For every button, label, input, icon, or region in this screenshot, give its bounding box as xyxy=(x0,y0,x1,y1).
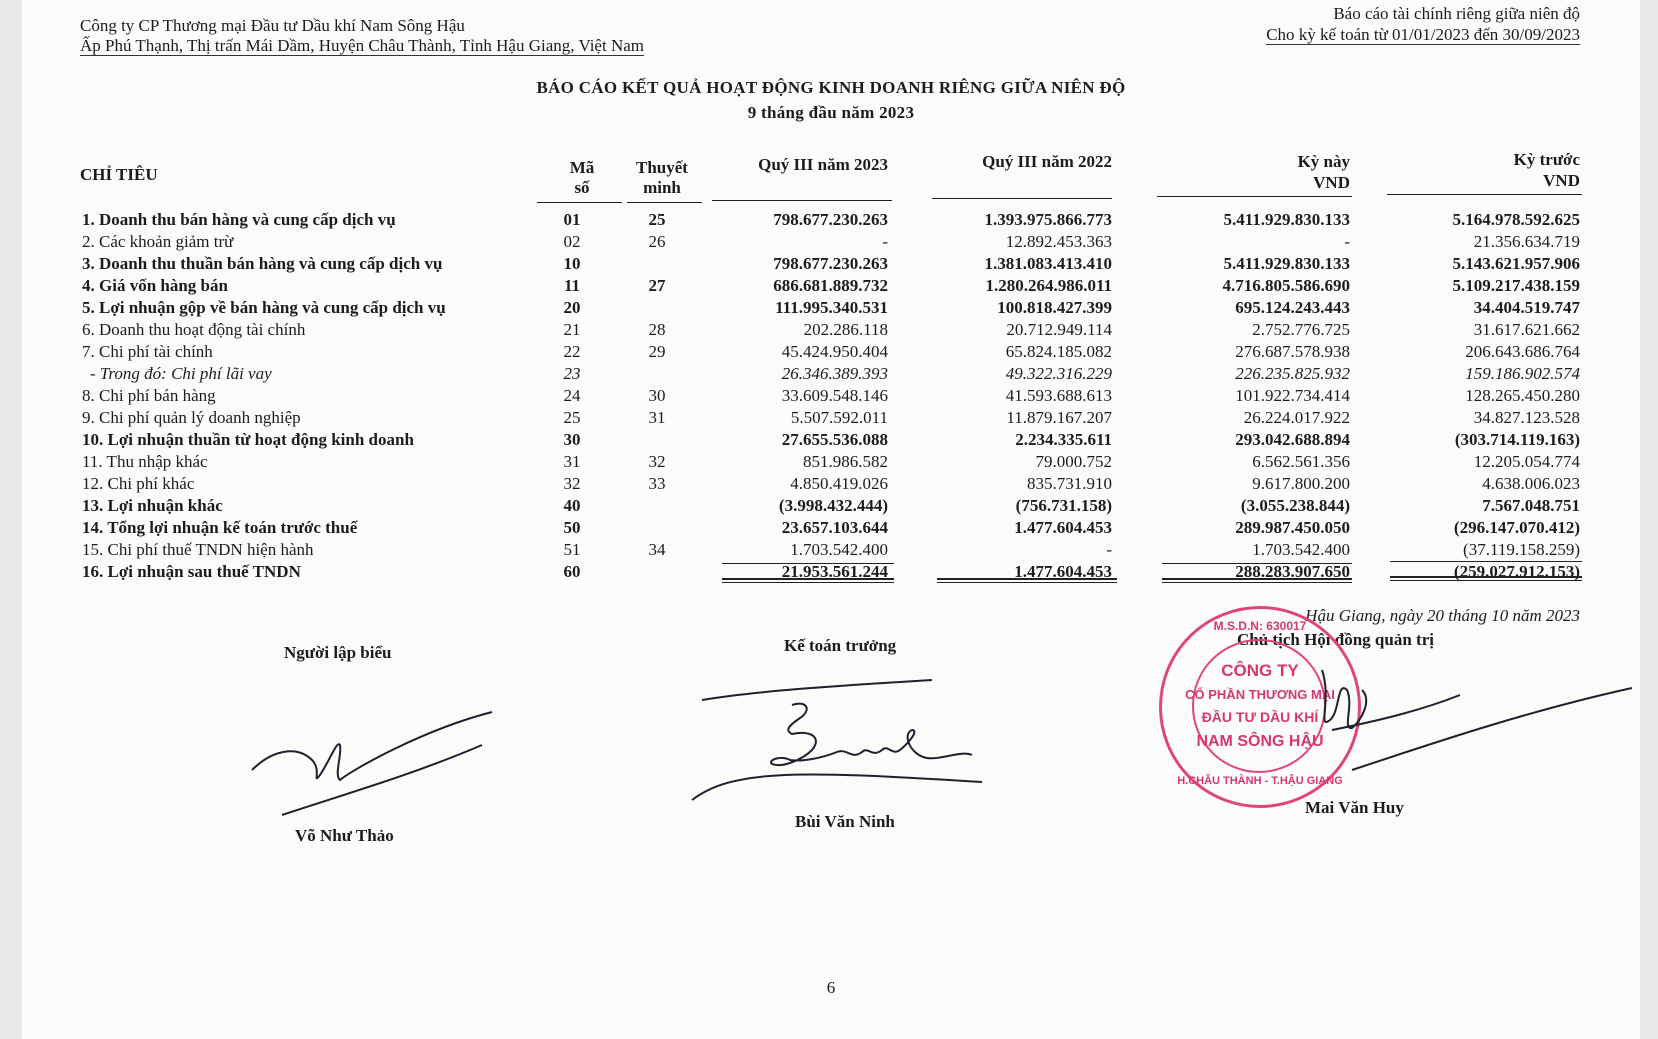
row-current-period: 6.562.561.356 xyxy=(1252,452,1350,471)
row-current-period: 226.235.825.932 xyxy=(1235,364,1350,383)
row-code: 51 xyxy=(563,540,581,559)
document-page xyxy=(22,0,1640,1039)
col-header-indicator: CHỈ TIÊU xyxy=(80,165,158,184)
report-period: Cho kỳ kế toán từ 01/01/2023 đến 30/09/2023 xyxy=(1266,25,1580,44)
row-q3-2022: 1.381.083.413.410 xyxy=(984,254,1112,273)
row-q3-2023: 111.995.340.531 xyxy=(775,298,888,317)
row-code: 20 xyxy=(563,298,581,317)
table-row xyxy=(22,408,1640,430)
report-subtitle: 9 tháng đầu năm 2023 xyxy=(747,103,915,122)
row-previous-period: 128.265.450.280 xyxy=(1465,386,1580,405)
row-previous-period: (259.027.912.153) xyxy=(1453,562,1580,581)
header-rule xyxy=(712,200,892,201)
row-previous-period: 7.567.048.751 xyxy=(1482,496,1580,515)
row-code: 01 xyxy=(563,210,581,229)
total-rule xyxy=(1162,578,1352,580)
row-q3-2022: 1.477.604.453 xyxy=(1014,518,1112,537)
chairman-signature xyxy=(1302,660,1638,800)
row-q3-2022: - xyxy=(1106,540,1112,559)
row-label: 12. Chi phí khác xyxy=(82,474,195,493)
row-q3-2022: 1.477.604.453 xyxy=(1014,562,1112,581)
accountant-title: Kế toán trưởng xyxy=(784,636,897,655)
table-row xyxy=(22,320,1640,342)
row-label: 3. Doanh thu thuần bán hàng và cung cấp dịch vụ xyxy=(82,254,443,273)
row-previous-period: 5.109.217.438.159 xyxy=(1452,276,1580,295)
row-code: 24 xyxy=(563,386,581,405)
row-label: - Trong đó: Chi phí lãi vay xyxy=(90,364,272,383)
row-q3-2022: (756.731.158) xyxy=(1015,496,1112,515)
report-type: Báo cáo tài chính riêng giữa niên độ xyxy=(1333,4,1580,23)
row-previous-period: 34.827.123.528 xyxy=(1473,408,1580,427)
table-row xyxy=(22,452,1640,474)
total-rule xyxy=(1390,561,1582,562)
row-code: 21 xyxy=(563,320,581,339)
row-previous-period: 5.143.621.957.906 xyxy=(1452,254,1580,273)
row-q3-2022: 20.712.949.114 xyxy=(1006,320,1112,339)
total-rule xyxy=(1390,580,1582,581)
page-number: 6 xyxy=(826,978,836,997)
row-label: 5. Lợi nhuận gộp về bán hàng và cung cấp dịch vụ xyxy=(82,298,446,317)
row-note: 32 xyxy=(648,452,666,471)
row-q3-2022: 65.824.185.082 xyxy=(1005,342,1112,361)
row-current-period: 9.617.800.200 xyxy=(1252,474,1350,493)
stamp-line-4: NAM SÔNG HẬU xyxy=(1196,733,1324,750)
row-label: 11. Thu nhập khác xyxy=(82,452,208,471)
row-q3-2022: 2.234.335.611 xyxy=(1015,430,1112,449)
row-q3-2022: 79.000.752 xyxy=(1035,452,1112,471)
row-code: 30 xyxy=(563,430,581,449)
row-current-period: 5.411.929.830.133 xyxy=(1223,254,1350,273)
header-rule xyxy=(1157,196,1352,197)
total-rule xyxy=(722,563,894,564)
row-q3-2022: 100.818.427.399 xyxy=(997,298,1112,317)
col-header-previous-bottom: VND xyxy=(1543,171,1580,190)
row-q3-2022: 835.731.910 xyxy=(1027,474,1112,493)
row-current-period: 289.987.450.050 xyxy=(1235,518,1350,537)
header-rule xyxy=(627,202,702,203)
row-previous-period: 206.643.686.764 xyxy=(1465,342,1580,361)
row-label: 4. Giá vốn hàng bán xyxy=(82,276,228,295)
row-q3-2023: (3.998.432.444) xyxy=(778,496,888,515)
row-code: 22 xyxy=(563,342,581,361)
table-row xyxy=(22,496,1640,518)
row-label: 13. Lợi nhuận khác xyxy=(82,496,223,515)
stamp-ring-top: M.S.D.N: 630017 xyxy=(1213,619,1307,633)
col-header-current-top: Kỳ này xyxy=(1297,152,1350,171)
row-label: 10. Lợi nhuận thuần từ hoạt động kinh doanh xyxy=(82,430,414,449)
row-q3-2023: 4.850.419.026 xyxy=(790,474,888,493)
row-code: 25 xyxy=(563,408,581,427)
row-code: 10 xyxy=(563,254,581,273)
row-q3-2023: 45.424.950.404 xyxy=(781,342,888,361)
col-header-code-top: Mã xyxy=(569,158,595,177)
row-code: 11 xyxy=(563,276,581,295)
table-row xyxy=(22,518,1640,540)
row-q3-2023: 798.677.230.263 xyxy=(773,254,888,273)
row-label: 9. Chi phí quản lý doanh nghiệp xyxy=(82,408,301,427)
row-q3-2023: 1.703.542.400 xyxy=(790,540,888,559)
row-previous-period: 159.186.902.574 xyxy=(1465,364,1580,383)
row-label: 8. Chi phí bán hàng xyxy=(82,386,216,405)
row-current-period: 1.703.542.400 xyxy=(1252,540,1350,559)
row-current-period: 26.224.017.922 xyxy=(1243,408,1350,427)
row-current-period: 293.042.688.894 xyxy=(1235,430,1350,449)
total-rule xyxy=(937,578,1117,580)
table-row xyxy=(22,386,1640,408)
row-previous-period: 5.164.978.592.625 xyxy=(1452,210,1580,229)
table-row xyxy=(22,210,1640,232)
row-q3-2023: 27.655.536.088 xyxy=(781,430,888,449)
table-row xyxy=(22,540,1640,562)
chairman-title: Chủ tịch Hội đồng quản trị xyxy=(1237,630,1434,649)
row-q3-2023: 33.609.548.146 xyxy=(781,386,888,405)
row-current-period: (3.055.238.844) xyxy=(1240,496,1350,515)
row-code: 32 xyxy=(563,474,581,493)
row-note: 33 xyxy=(648,474,666,493)
header-rule xyxy=(932,198,1112,199)
total-rule xyxy=(937,582,1117,583)
row-current-period: 101.922.734.414 xyxy=(1235,386,1350,405)
row-q3-2023: 851.986.582 xyxy=(803,452,888,471)
row-note: 31 xyxy=(648,408,666,427)
company-address: Ấp Phú Thạnh, Thị trấn Mái Dầm, Huyện Châu Thành, Tỉnh Hậu Giang, Việt Nam xyxy=(80,36,644,55)
stamp-line-3: ĐẦU TƯ DẦU KHÍ xyxy=(1201,709,1319,725)
table-row xyxy=(22,254,1640,276)
col-header-code-bottom: số xyxy=(574,178,590,197)
row-current-period: 4.716.805.586.690 xyxy=(1222,276,1350,295)
row-q3-2023: 798.677.230.263 xyxy=(773,210,888,229)
row-current-period: 2.752.776.725 xyxy=(1252,320,1350,339)
preparer-signature xyxy=(242,700,502,820)
row-q3-2022: 49.322.316.229 xyxy=(1005,364,1112,383)
row-note: 26 xyxy=(648,232,666,251)
stamp-line-2: CỔ PHẦN THƯƠNG MẠI xyxy=(1185,687,1335,702)
table-row xyxy=(22,474,1640,496)
row-q3-2023: 21.953.561.244 xyxy=(781,562,888,581)
col-header-q3-2023: Quý III năm 2023 xyxy=(758,155,888,174)
preparer-name: Võ Như Thảo xyxy=(295,826,394,845)
row-q3-2022: 41.593.688.613 xyxy=(1005,386,1112,405)
row-previous-period: 34.404.519.747 xyxy=(1473,298,1580,317)
row-code: 60 xyxy=(563,562,581,581)
row-label: 2. Các khoản giảm trừ xyxy=(82,232,234,251)
row-q3-2023: 5.507.592.011 xyxy=(790,408,888,427)
table-row xyxy=(22,430,1640,452)
total-rule xyxy=(1390,576,1582,578)
table-row xyxy=(22,364,1640,386)
col-header-note-top: Thuyết xyxy=(636,158,688,177)
row-q3-2023: 23.657.103.644 xyxy=(781,518,888,537)
row-previous-period: 31.617.621.662 xyxy=(1473,320,1580,339)
row-q3-2023: 202.286.118 xyxy=(803,320,888,339)
row-current-period: 288.283.907.650 xyxy=(1235,562,1350,581)
stamp-ring-bottom: H.CHÂU THÀNH - T.HẬU GIANG xyxy=(1177,775,1343,787)
row-q3-2023: 686.681.889.732 xyxy=(773,276,888,295)
header-rule xyxy=(1387,194,1582,195)
row-note: 29 xyxy=(648,342,666,361)
row-previous-period: 21.356.634.719 xyxy=(1473,232,1580,251)
row-previous-period: 12.205.054.774 xyxy=(1473,452,1580,471)
accountant-name: Bùi Văn Ninh xyxy=(795,812,895,831)
row-note: 27 xyxy=(648,276,666,295)
row-label: 14. Tổng lợi nhuận kế toán trước thuế xyxy=(82,518,358,537)
signing-date: Hậu Giang, ngày 20 tháng 10 năm 2023 xyxy=(1305,606,1580,625)
row-code: 50 xyxy=(563,518,581,537)
row-label: 16. Lợi nhuận sau thuế TNDN xyxy=(82,562,301,581)
row-code: 40 xyxy=(563,496,581,515)
preparer-title: Người lập biểu xyxy=(284,643,392,662)
table-row xyxy=(22,298,1640,320)
row-code: 23 xyxy=(563,364,581,383)
row-current-period: 695.124.243.443 xyxy=(1235,298,1350,317)
row-previous-period: (296.147.070.412) xyxy=(1453,518,1580,537)
row-current-period: - xyxy=(1344,232,1350,251)
table-row xyxy=(22,276,1640,298)
row-label: 1. Doanh thu bán hàng và cung cấp dịch vụ xyxy=(82,210,396,229)
row-label: 15. Chi phí thuế TNDN hiện hành xyxy=(82,540,314,559)
row-code: 02 xyxy=(563,232,581,251)
col-header-note-bottom: minh xyxy=(643,178,681,197)
company-name: Công ty CP Thương mại Đầu tư Dầu khí Nam Sông Hậu xyxy=(80,16,465,35)
col-header-q3-2022: Quý III năm 2022 xyxy=(982,152,1112,171)
col-header-current-bottom: VND xyxy=(1313,173,1350,192)
row-note: 28 xyxy=(648,320,666,339)
row-q3-2022: 12.892.453.363 xyxy=(1005,232,1112,251)
accountant-signature xyxy=(672,660,1042,810)
row-q3-2023: 26.346.389.393 xyxy=(781,364,888,383)
row-previous-period: (37.119.158.259) xyxy=(1463,540,1580,559)
total-rule xyxy=(722,582,894,583)
row-note: 30 xyxy=(648,386,666,405)
col-header-previous-top: Kỳ trước xyxy=(1513,150,1580,169)
row-q3-2023: - xyxy=(882,232,888,251)
row-note: 34 xyxy=(648,540,666,559)
report-title: BÁO CÁO KẾT QUẢ HOẠT ĐỘNG KINH DOANH RIÊNG GIỮA NIÊN ĐỘ xyxy=(536,78,1126,97)
header-rule xyxy=(537,202,622,203)
row-previous-period: (303.714.119.163) xyxy=(1454,430,1580,449)
row-current-period: 276.687.578.938 xyxy=(1235,342,1350,361)
row-q3-2022: 11.879.167.207 xyxy=(1006,408,1112,427)
row-code: 31 xyxy=(563,452,581,471)
table-row xyxy=(22,232,1640,254)
table-row xyxy=(22,342,1640,364)
total-rule xyxy=(722,578,894,580)
row-q3-2022: 1.393.975.866.773 xyxy=(984,210,1112,229)
row-note: 25 xyxy=(648,210,666,229)
row-q3-2022: 1.280.264.986.011 xyxy=(985,276,1112,295)
stamp-line-1: CÔNG TY xyxy=(1221,661,1299,680)
total-rule xyxy=(1162,582,1352,583)
row-current-period: 5.411.929.830.133 xyxy=(1223,210,1350,229)
total-rule xyxy=(1162,563,1352,564)
row-previous-period: 4.638.006.023 xyxy=(1482,474,1580,493)
row-label: 6. Doanh thu hoạt động tài chính xyxy=(82,320,306,339)
row-label: 7. Chi phí tài chính xyxy=(82,342,213,361)
chairman-name: Mai Văn Huy xyxy=(1305,798,1404,817)
